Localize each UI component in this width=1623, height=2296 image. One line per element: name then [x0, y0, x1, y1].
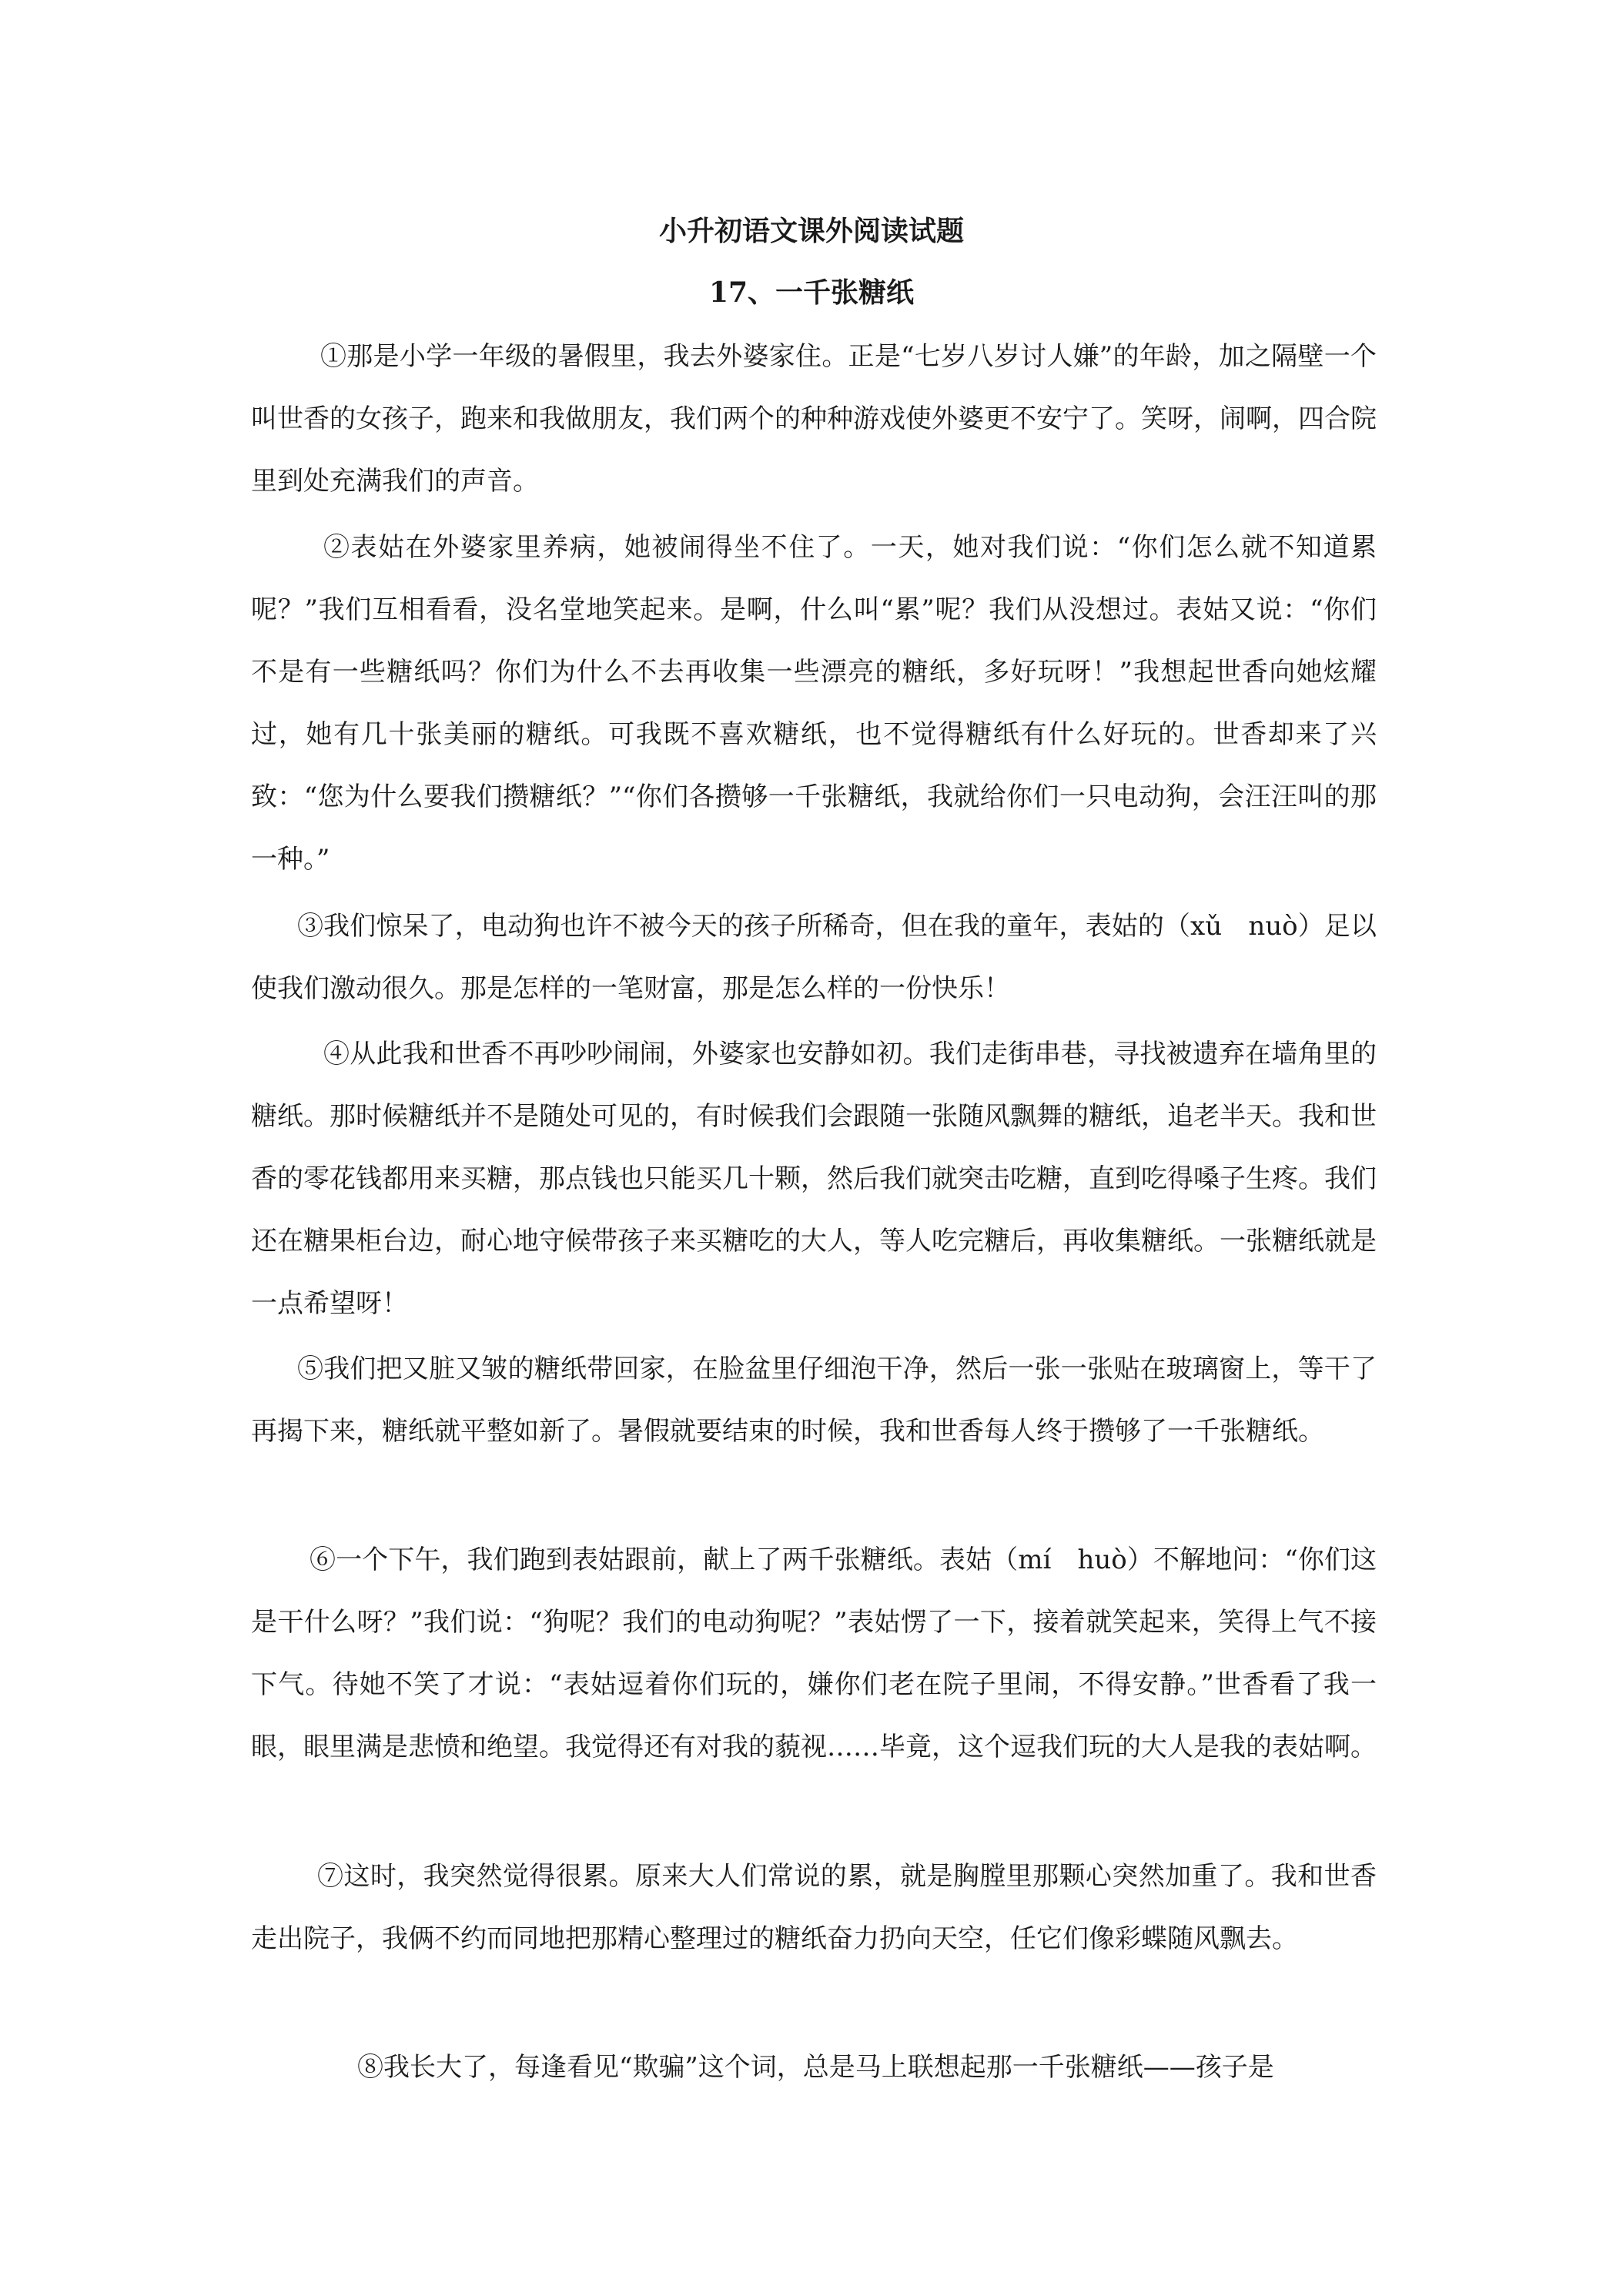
- paragraph-2: ②表姑在外婆家里养病，她被闹得坐不住了。一天，她对我们说：“你们怎么就不知道累呢？”我们互相看看，没名堂地笑起来。是啊，什么叫“累”呢？我们从没想过。表姑又说：“你们不是有一些糖纸吗？你们为什么不去再收集一些漂亮的糖纸，多好玩呀！”我想起世香向她炫耀过，她有几十张美丽的糖纸。可我既不喜欢糖纸，也不觉得糖纸有什么好玩的。世香却来了兴致：“您为什么要我们攒糖纸？”“你们各攒够一千张糖纸，我就给你们一只电动狗，会汪汪叫的那一种。”: [251, 532, 1377, 875]
- article-title: 17、一千张糖纸: [708, 276, 915, 309]
- document-title: 小升初语文课外阅读试题: [658, 215, 964, 247]
- paragraph-5: ⑤我们把又脏又皱的糖纸带回家，在脸盆里仔细泡干净，然后一张一张贴在玻璃窗上，等干了再揭下来，糖纸就平整如新了。暑假就要结束的时候，我和世香每人终于攒够了一千张糖纸。: [251, 1354, 1377, 1447]
- paragraph-8: ⑧我长大了，每逢看见“欺骗”这个词，总是马上联想起那一千张糖纸——孩子是: [357, 2052, 1274, 2083]
- paragraph-4: ④从此我和世香不再吵吵闹闹，外婆家也安静如初。我们走街串巷，寻找被遗弃在墙角里的糖纸。那时候糖纸并不是随处可见的，有时候我们会跟随一张随风飘舞的糖纸，追老半天。我和世香的零花钱都用来买糖，那点钱也只能买几十颗，然后我们就突击吃糖，直到吃得嗓子生疼。我们还在糖果柜台边，耐心地守候带孩子来买糖吃的大人，等人吃完糖后，再收集糖纸。一张糖纸就是一点希望呀！: [251, 1039, 1377, 1319]
- paragraph-6: ⑥一个下午，我们跑到表姑跟前，献上了两千张糖纸。表姑（mí huò）不解地问：“你们这是干什么呀？”我们说：“狗呢？我们的电动狗呢？”表姑愣了一下，接着就笑起来，笑得上气不接下气。待她不笑了才说：“表姑逗着你们玩的，嫌你们老在院子里闹，不得安静。”世香看了我一眼，眼里满是悲愤和绝望。我觉得还有对我的藐视……毕竟，这个逗我们玩的大人是我的表姑啊。: [251, 1545, 1377, 1762]
- paragraph-3: ③我们惊呆了，电动狗也许不被今天的孩子所稀奇，但在我的童年，表姑的（xǔ nuò）足以使我们激动很久。那是怎样的一笔财富，那是怎么样的一份快乐！: [251, 911, 1377, 1004]
- paragraph-7: ⑦这时，我突然觉得很累。原来大人们常说的累，就是胸膛里那颗心突然加重了。我和世香走出院子，我俩不约而同地把那精心整理过的糖纸奋力扔向天空，任它们像彩蝶随风飘去。: [251, 1861, 1377, 1954]
- paragraph-1: ①那是小学一年级的暑假里，我去外婆家住。正是“七岁八岁讨人嫌”的年龄，加之隔壁一个叫世香的女孩子，跑来和我做朋友，我们两个的种种游戏使外婆更不安宁了。笑呀，闹啊，四合院里到处充满我们的声音。: [251, 341, 1377, 497]
